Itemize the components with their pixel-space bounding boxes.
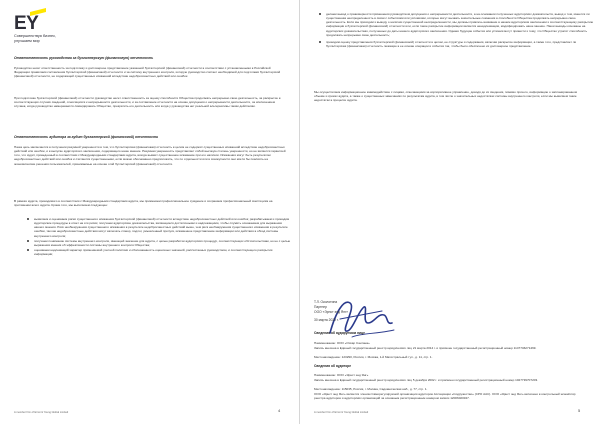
- list-item: получаем понимание системы внутреннего контроля, имеющей значение для аудита, с целью разработки аудиторских процедур, соответствующих обстоятельствам, но не с целью выражения мнения об эффективности системы внутреннего контроля Общества;: [34, 238, 291, 247]
- ey-logo-text: EY: [14, 13, 39, 34]
- auditor-detail: Местонахождение: 115035, Россия, г. Москва, Садовническая наб., д. 77, стр. 1.: [314, 387, 428, 391]
- paragraph-communication: Мы осуществляем информационное взаимодействие с лицами, отвечающими за корпоративное управление, доводя до их сведения, помимо прочего, информацию о запланированном объеме и сроках аудита, а также о существенных замечаниях по результатам аудита, в том числе о значительных недостатках системы внутреннего контроля, если мы выявляем такие недостатки в процессе аудита.: [314, 90, 577, 103]
- auditor-detail: ООО «Эрнст энд Янг» является членом Саморегулируемой организации аудиторов Ассоциации «Содружество» (СРО ААС). ООО «Эрнст энд Янг» включено в контрольный экземпляр реестра аудиторов и аудиторских организаций за основным регистрационным номером записи 12006020327.: [314, 392, 576, 401]
- document-page-right: [300, 0, 600, 424]
- ey-tagline: Совершенствуя бизнес, улучшаем мир: [14, 34, 57, 43]
- report-date: 30 марта 2020 г.: [314, 318, 339, 322]
- auditor-procedures-list: [22, 217, 292, 257]
- auditor-detail: Наименование: ООО «Эрнст энд Янг»: [314, 373, 369, 377]
- list-item: выявляем и оцениваем риски существенного искажения бухгалтерской (финансовой) отчетности вследствие недобросовестных действий или ошибок; разрабатываем и проводим аудиторские процедуры в ответ на эти риски; получаем аудиторские доказательства, являющиеся достаточными и надлежащими, чтобы служить основанием для выражения нашего мнения. Риск необнаружения существенного искажения в результате недобросовестных действий выше, чем риск необнаружения существенного искажения в результате ошибки, так как недобросовестные действия могут включать сговор, подлог, умышленный пропуск, искаженное представление информации или действия в обход системы внутреннего контроля;: [34, 217, 292, 238]
- ey-logo-mark: [14, 12, 44, 32]
- signer-name: Т.Л. Околотина: [314, 300, 338, 304]
- heading-audited-entity: Сведения об аудируемом лице: [314, 331, 365, 335]
- heading-auditor-responsibility: Ответственность аудитора за аудит бухгалтерской (финансовой) отчетности: [14, 135, 159, 139]
- auditor-detail: Запись внесена в Единый государственный реестр юридических лиц 5 декабря 2002 г. и присвоен государственный регистрационный номер 1027739707203.: [314, 378, 538, 382]
- page-footer: A member firm of Ernst & Young Global Limited: [314, 411, 369, 414]
- signer-company: ООО «Эрнст энд Янг»: [314, 310, 349, 314]
- page-footer: A member firm of Ernst & Young Global Limited: [14, 411, 69, 414]
- heading-auditor: Сведения об аудиторе: [314, 364, 352, 368]
- paragraph-auditor-1: Наша цель заключается в получении разумной уверенности в том, что бухгалтерская (финансовая) отчетность в целом не содержит существенных искажений вследствие недобросовестных действий или ошибок, и в выпуске аудиторского заключения, содержащего наше мнение. Разумная уверенность представляет собой высокую степень уверенности, но не является гарантией того, что аудит, проведенный в соответствии с Международными стандартами аудита, всегда выявит существенное искажение при его наличии. Искажения могут быть результатом недобросовестных действий или ошибок и считаются существенными, если можно обоснованно предположить, что по отдельности или в совокупности они могли бы повлиять на экономические решения пользователей, принимаемые на основе этой бухгалтерской (финансовой) отчетности.: [14, 145, 286, 166]
- paragraph-management-1: Руководство несет ответственность за подготовку и достоверное представление указанной бухгалтерской (финансовой) отчетности в соответствии с установленными в Российской Федерации правилами составления бухгалтерской (финансовой) отчетности и за систему внутреннего контроля, которую руководство считает необходимой для подготовки бухгалтерской (финансовой) отчетности, не содержащей существенных искажений вследствие недобросовестных действий или ошибок.: [14, 66, 281, 79]
- entity-detail: Наименование: ООО «Оскар Сантана»: [314, 341, 370, 345]
- list-item: делаем вывод о правомерности применения руководством допущения о непрерывности деятельности, а на основании полученных аудиторских доказательств, вывод о том, имеется ли существенная неопределенность в связи с событиями или условиями, которые могут вызвать значительные сомнения в способности Общества продолжать непрерывно свою деятельность. Если мы приходим к выводу о наличии существенной неопределенности, мы должны привлечь внимание в нашем аудиторском заключении к соответствующему раскрытию информации в бухгалтерской (финансовой) отчетности или, если такое раскрытие информации является ненадлежащим, модифицировать наше мнение. Наши выводы основаны на аудиторских доказательствах, полученных до даты нашего аудиторского заключения. Однако будущие события или условия могут привести к тому, что Общество утратит способность продолжать непрерывно свою деятельность;: [326, 12, 596, 37]
- page-number: 5: [578, 408, 581, 413]
- auditor-procedures-list-continued: [314, 12, 596, 49]
- paragraph-management-2: При подготовке бухгалтерской (финансовой) отчетности руководство несет ответственность за оценку способности Общества продолжать непрерывно свою деятельность, за раскрытие в соответствующих случаях сведений, относящихся к непрерывности деятельности, и за составление отчетности на основе допущения о непрерывности деятельности, за исключением случаев, когда руководство намеревается ликвидировать Общество, прекратить его деятельность или когда у руководства нет реальной альтернативы таким действиям.: [14, 96, 281, 109]
- list-item: проводим оценку представления бухгалтерской (финансовой) отчетности в целом, ее структуры и содержания, включая раскрытие информации, а также того, представляет ли бухгалтерская (финансовая) отчетность лежащие в ее основе операции и события так, чтобы было обеспечено их достоверное представление.: [326, 40, 596, 48]
- entity-detail: Местонахождение: 123290, Россия, г. Москва, 1-й Магистральный туп., д. 11, стр. 1.: [314, 355, 433, 359]
- entity-detail: Запись внесена в Единый государственный реестр юридических лиц 21 марта 2014 г. и присвоен государственный регистрационный номер 1147746271469.: [314, 346, 537, 350]
- paragraph-auditor-2: В рамках аудита, проводимого в соответствии с Международными стандартами аудита, мы применяем профессиональное суждение и сохраняем профессиональный скептицизм на протяжении всего аудита. Кроме того, мы выполняем следующее:: [14, 199, 273, 208]
- signer-role: Партнер: [314, 305, 327, 309]
- list-item: оцениваем надлежащий характер применяемой учетной политики и обоснованность оценочных значений, рассчитанных руководством, и соответствующего раскрытия информации;: [34, 248, 292, 256]
- ey-logo: [14, 12, 44, 32]
- heading-management-responsibility: Ответственность руководства за бухгалтерскую (финансовую) отчетность: [14, 56, 154, 60]
- page-number: 4: [278, 408, 281, 413]
